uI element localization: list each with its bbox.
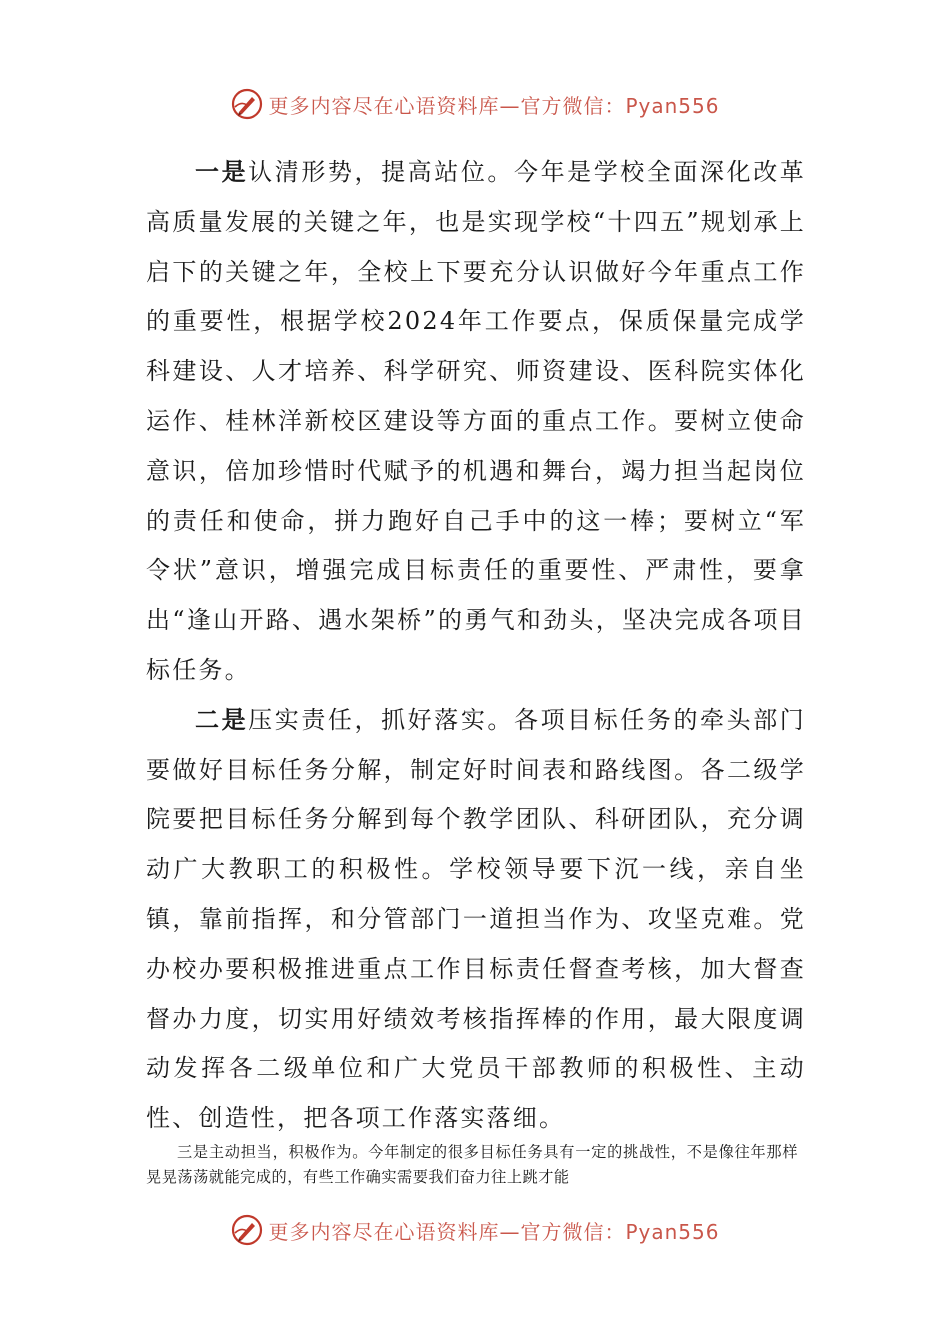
header-watermark-banner [0, 86, 950, 122]
paragraph-1 [146, 148, 806, 696]
header-watermark-text: 更多内容尽在心语资料库—官方微信：Pyan556 [268, 93, 720, 118]
paragraph-2-text: 压实责任，抓好落实。各项目标任务的牵头部门要做好目标任务分解，制定好时间表和路线图。各二级学院要把目标任务分解到每个教学团队、科研团队，充分调动广大教职工的积极性。学校领导要下沉一线，亲自坐镇，靠前指挥，和分管部门一道担当作为、攻坚克难。党办校办要积极推进重点工作目标责任督查考核，加大督查督办力度，切实用好绩效考核指挥棒的作用，最大限度调动发挥各二级单位和广大党员干部教师的积极性、主动性、创造性，把各项工作落实落细。 [146, 705, 806, 1133]
pen-circle-logo-icon [230, 1213, 264, 1247]
paragraph-1-lead: 一是 [195, 158, 249, 186]
pen-circle-logo-icon [230, 87, 264, 121]
paragraph-1-text: 认清形势，提高站位。今年是学校全面深化改革高质量发展的关键之年，也是实现学校“十四五”规划承上启下的关键之年，全校上下要充分认识做好今年重点工作的重要性，根据学校2024年工作要点，保质保量完成学科建设、人才培养、科学研究、师资建设、医科院实体化运作、桂林洋新校区建设等方面的重点工作。要树立使命意识，倍加珍惜时代赋予的机遇和舞台，竭力担当起岗位的责任和使命，拼力跑好自己手中的这一棒；要树立“军令状”意识，增强完成目标责任的重要性、严肃性，要拿出“逢山开路、遇水架桥”的勇气和劲头，坚决完成各项目标任务。 [146, 158, 806, 684]
document-body [146, 148, 806, 1144]
paragraph-2 [146, 696, 806, 1144]
footer-watermark-text: 更多内容尽在心语资料库—官方微信：Pyan556 [268, 1219, 720, 1244]
paragraph-2-lead: 二是 [195, 705, 249, 734]
paragraph-3: 三是主动担当，积极作为。今年制定的很多目标任务具有一定的挑战性，不是像往年那样晃晃荡荡就能完成的，有些工作确实需要我们奋力往上跳才能 [146, 1143, 798, 1186]
footer-watermark-banner [0, 1212, 950, 1248]
